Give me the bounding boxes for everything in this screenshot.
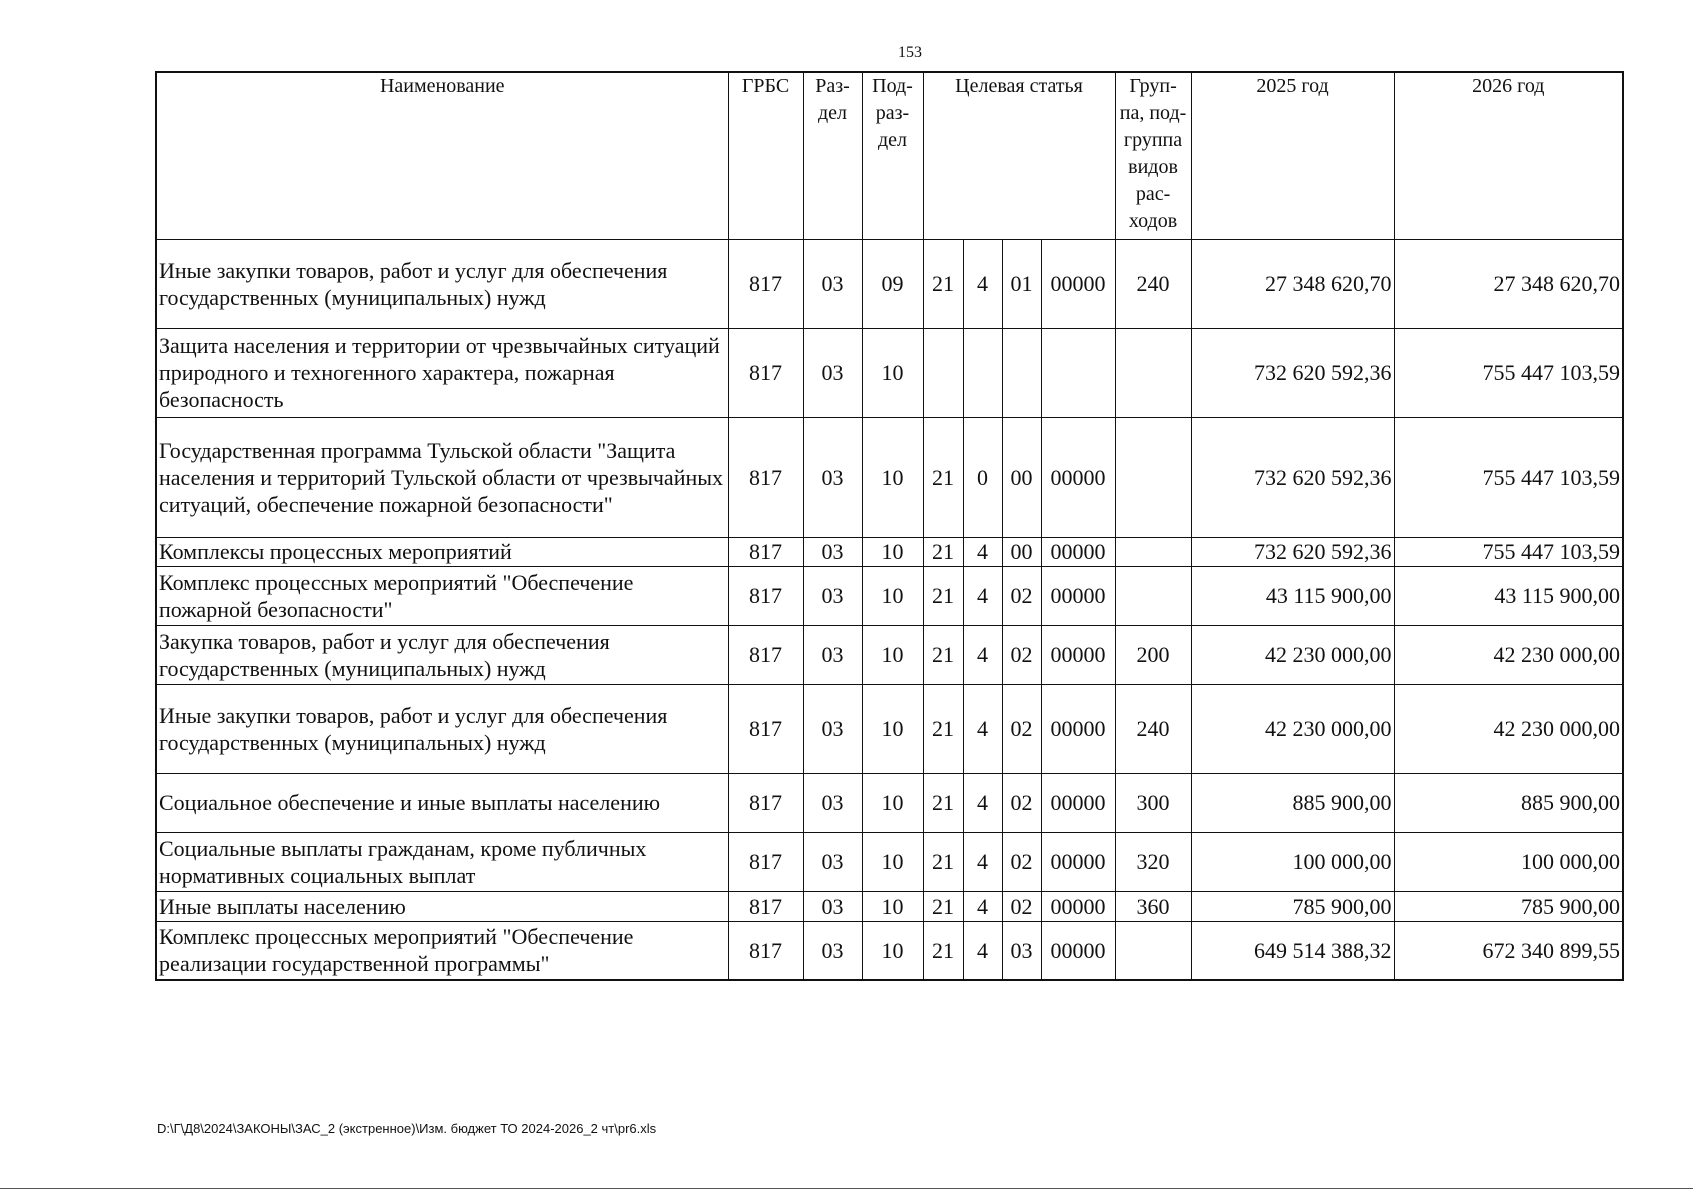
table-cell-2025: 885 900,00 [1191,773,1394,832]
table-cell-target-program: 21 [923,566,963,625]
page-number: 153 [898,44,922,61]
table-cell-2025: 732 620 592,36 [1191,537,1394,566]
table-cell-target-subprogram [1002,328,1041,417]
table-cell-target-direction: 00000 [1041,417,1115,537]
table-cell-target-type: 4 [963,537,1002,566]
table-cell-2025: 732 620 592,36 [1191,328,1394,417]
table-cell-target-subprogram: 00 [1002,537,1041,566]
table-row [156,891,1623,921]
table-cell-podrazdel: 10 [862,328,923,417]
table-cell-grbs: 817 [728,684,803,773]
table-cell-target-type [963,328,1002,417]
table-cell-razdel: 03 [803,891,862,921]
table-cell-2026: 755 447 103,59 [1394,537,1623,566]
table-cell-2025: 42 230 000,00 [1191,684,1394,773]
table-cell-target-type: 4 [963,684,1002,773]
table-cell-name: Иные закупки товаров, работ и услуг для обеспечения государственных (муниципальных) нужд [156,239,728,328]
page-bottom-divider [0,1188,1693,1189]
table-cell-2026: 27 348 620,70 [1394,239,1623,328]
table-cell-target-program: 21 [923,239,963,328]
table-cell-name: Иные закупки товаров, работ и услуг для обеспечения государственных (муниципальных) нужд [156,684,728,773]
table-cell-target-program: 21 [923,625,963,684]
table-cell-podrazdel: 10 [862,891,923,921]
table-cell-podrazdel: 10 [862,625,923,684]
table-row [156,625,1623,684]
table-cell-name: Комплекс процессных мероприятий "Обеспечение пожарной безопасности" [156,566,728,625]
table-cell-2025: 27 348 620,70 [1191,239,1394,328]
table-cell-target-program: 21 [923,832,963,891]
table-cell-target-subprogram: 03 [1002,921,1041,980]
table-cell-target-type: 4 [963,921,1002,980]
header-podrazdel: Под- раз- дел [862,72,923,239]
table-cell-razdel: 03 [803,566,862,625]
table-cell-target-direction: 00000 [1041,239,1115,328]
table-cell-expense-group: 240 [1115,684,1191,773]
table-cell-target-program: 21 [923,684,963,773]
table-cell-podrazdel: 10 [862,537,923,566]
table-row [156,566,1623,625]
table-cell-name: Социальные выплаты гражданам, кроме публичных нормативных социальных выплат [156,832,728,891]
table-cell-grbs: 817 [728,832,803,891]
table-cell-expense-group [1115,921,1191,980]
header-grbs: ГРБС [728,72,803,239]
table-cell-2026: 42 230 000,00 [1394,625,1623,684]
table-cell-podrazdel: 10 [862,832,923,891]
table-cell-name: Комплексы процессных мероприятий [156,537,728,566]
table-cell-2026: 785 900,00 [1394,891,1623,921]
table-cell-grbs: 817 [728,328,803,417]
header-name: Наименование [156,72,728,239]
table-cell-expense-group: 360 [1115,891,1191,921]
table-cell-name: Комплекс процессных мероприятий "Обеспечение реализации государственной программы" [156,921,728,980]
table-row [156,239,1623,328]
table-cell-target-direction: 00000 [1041,566,1115,625]
table-cell-2026: 755 447 103,59 [1394,328,1623,417]
table-cell-2025: 42 230 000,00 [1191,625,1394,684]
table-cell-podrazdel: 10 [862,684,923,773]
table-cell-name: Государственная программа Тульской области "Защита населения и территорий Тульской области от чрезвычайных ситуаций, обеспечение пожарной безопасности" [156,417,728,537]
table-row [156,328,1623,417]
table-cell-razdel: 03 [803,921,862,980]
table-cell-podrazdel: 10 [862,773,923,832]
table-cell-expense-group [1115,328,1191,417]
table-cell-expense-group: 240 [1115,239,1191,328]
header-target: Целевая статья [923,72,1115,239]
table-cell-target-subprogram: 02 [1002,684,1041,773]
table-cell-target-direction: 00000 [1041,773,1115,832]
table-cell-name: Социальное обеспечение и иные выплаты населению [156,773,728,832]
table-cell-target-type: 4 [963,239,1002,328]
table-cell-expense-group [1115,566,1191,625]
table-cell-target-direction: 00000 [1041,625,1115,684]
table-cell-2026: 755 447 103,59 [1394,417,1623,537]
table-cell-2026: 42 230 000,00 [1394,684,1623,773]
table-cell-name: Иные выплаты населению [156,891,728,921]
header-2025: 2025 год [1191,72,1394,239]
budget-table [155,71,1624,981]
table-cell-2025: 100 000,00 [1191,832,1394,891]
table-cell-target-program: 21 [923,891,963,921]
table-cell-target-type: 4 [963,625,1002,684]
table-cell-target-subprogram: 02 [1002,891,1041,921]
table-row [156,921,1623,980]
table-cell-target-direction: 00000 [1041,684,1115,773]
table-cell-target-subprogram: 01 [1002,239,1041,328]
table-cell-razdel: 03 [803,832,862,891]
table-cell-target-program: 21 [923,537,963,566]
table-cell-grbs: 817 [728,239,803,328]
table-cell-razdel: 03 [803,239,862,328]
table-cell-target-subprogram: 02 [1002,773,1041,832]
table-cell-razdel: 03 [803,773,862,832]
table-cell-2026: 672 340 899,55 [1394,921,1623,980]
table-cell-razdel: 03 [803,417,862,537]
table-cell-target-type: 0 [963,417,1002,537]
table-cell-razdel: 03 [803,684,862,773]
table-cell-razdel: 03 [803,625,862,684]
table-cell-target-direction: 00000 [1041,537,1115,566]
table-cell-expense-group [1115,537,1191,566]
table-cell-grbs: 817 [728,773,803,832]
table-cell-target-type: 4 [963,832,1002,891]
table-cell-target-program [923,328,963,417]
table-cell-grbs: 817 [728,921,803,980]
table-row [156,417,1623,537]
table-cell-grbs: 817 [728,891,803,921]
table-cell-target-type: 4 [963,773,1002,832]
table-cell-podrazdel: 10 [862,921,923,980]
table-cell-2025: 43 115 900,00 [1191,566,1394,625]
table-cell-target-subprogram: 02 [1002,832,1041,891]
table-cell-target-type: 4 [963,891,1002,921]
table-cell-grbs: 817 [728,417,803,537]
table-cell-target-type: 4 [963,566,1002,625]
table-header-row [156,72,1623,239]
table-cell-podrazdel: 09 [862,239,923,328]
table-cell-target-subprogram: 00 [1002,417,1041,537]
table-cell-target-subprogram: 02 [1002,625,1041,684]
table-cell-grbs: 817 [728,537,803,566]
table-row [156,537,1623,566]
table-cell-razdel: 03 [803,537,862,566]
header-group: Груп- па, под- группа видов рас- ходов [1115,72,1191,239]
table-row [156,773,1623,832]
table-cell-target-program: 21 [923,417,963,537]
table-cell-grbs: 817 [728,625,803,684]
header-2026: 2026 год [1394,72,1623,239]
table-cell-target-direction: 00000 [1041,891,1115,921]
header-razdel: Раз- дел [803,72,862,239]
table-cell-razdel: 03 [803,328,862,417]
table-cell-2026: 100 000,00 [1394,832,1623,891]
file-path-footer: D:\Г\Д8\2024\ЗАКОНЫ\ЗАС_2 (экстренное)\Изм. бюджет ТО 2024-2026_2 чт\pr6.xls [157,1121,657,1136]
table-cell-name: Защита населения и территории от чрезвычайных ситуаций природного и техногенного характера, пожарная безопасность [156,328,728,417]
table-cell-expense-group: 200 [1115,625,1191,684]
table-cell-target-direction: 00000 [1041,921,1115,980]
table-cell-2025: 785 900,00 [1191,891,1394,921]
table-cell-target-direction: 00000 [1041,832,1115,891]
table-cell-target-subprogram: 02 [1002,566,1041,625]
table-cell-2025: 732 620 592,36 [1191,417,1394,537]
table-cell-target-program: 21 [923,921,963,980]
table-cell-podrazdel: 10 [862,566,923,625]
table-cell-target-direction [1041,328,1115,417]
table-row [156,832,1623,891]
table-cell-name: Закупка товаров, работ и услуг для обеспечения государственных (муниципальных) нужд [156,625,728,684]
table-cell-grbs: 817 [728,566,803,625]
table-row [156,684,1623,773]
table-cell-2026: 885 900,00 [1394,773,1623,832]
table-cell-2025: 649 514 388,32 [1191,921,1394,980]
table-cell-expense-group: 300 [1115,773,1191,832]
table-cell-podrazdel: 10 [862,417,923,537]
table-cell-target-program: 21 [923,773,963,832]
table-cell-expense-group: 320 [1115,832,1191,891]
table-cell-expense-group [1115,417,1191,537]
table-cell-2026: 43 115 900,00 [1394,566,1623,625]
